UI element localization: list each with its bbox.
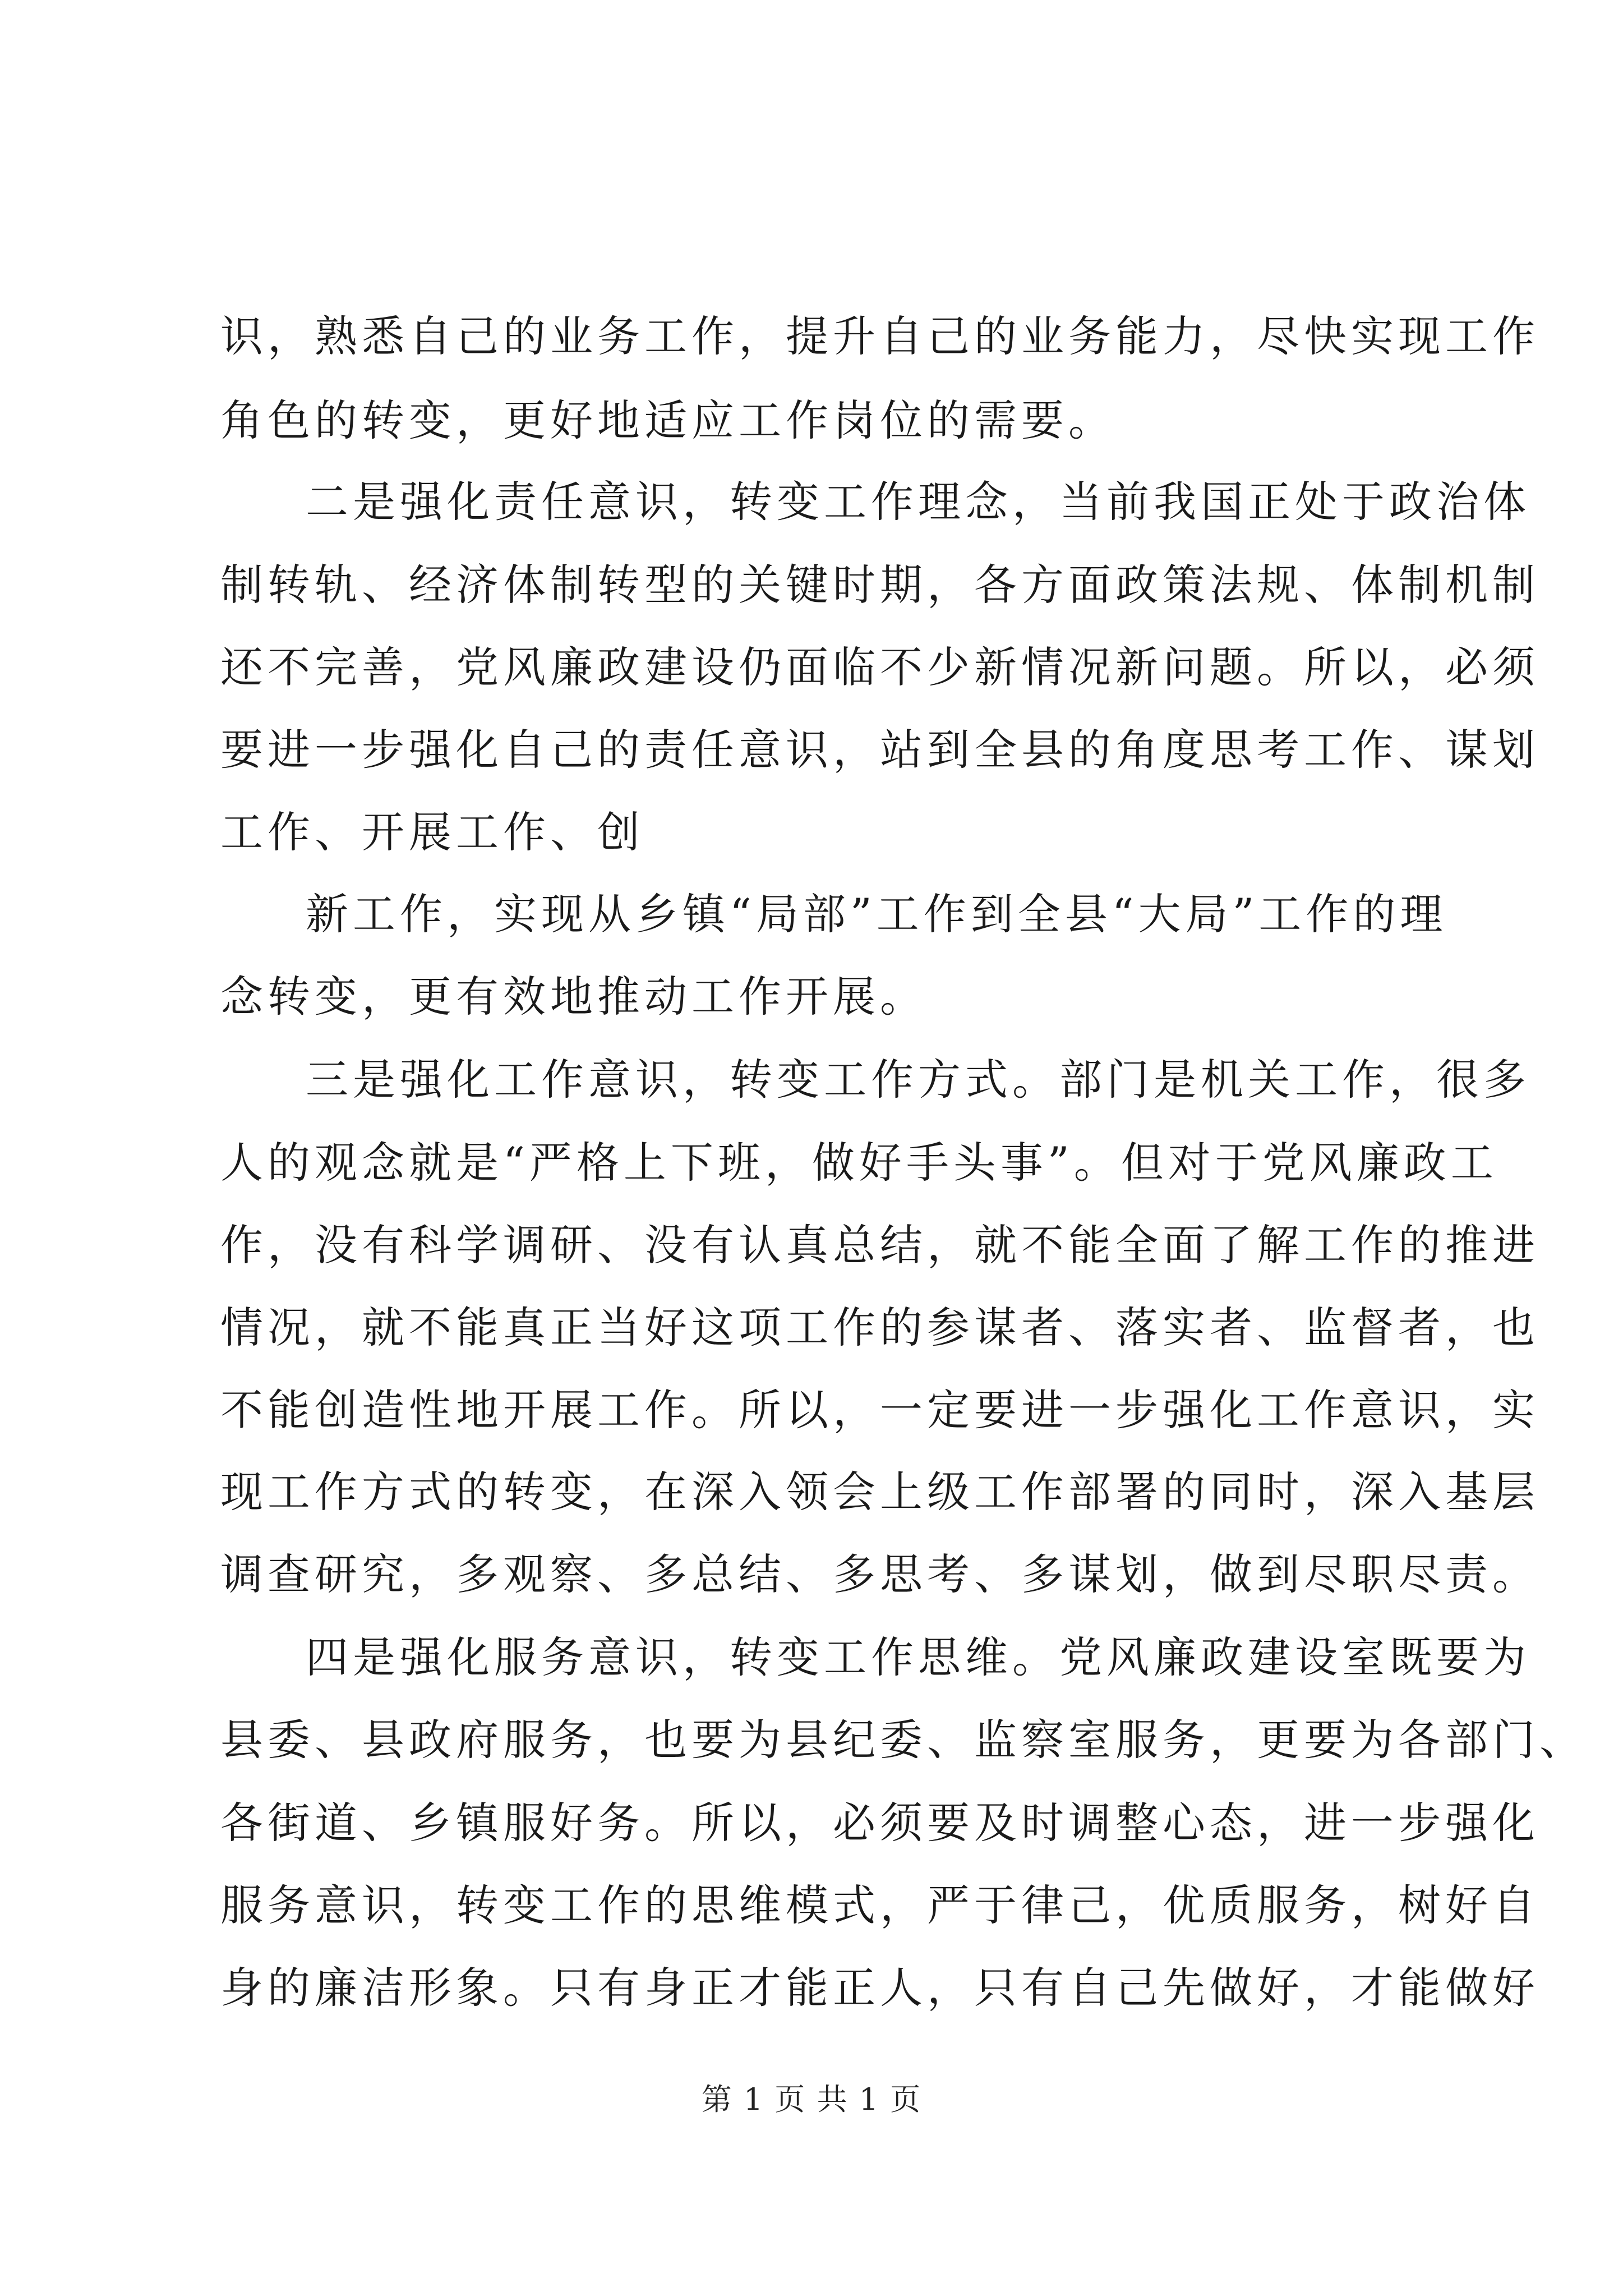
text-line: 工作、开展工作、创	[220, 807, 644, 857]
text-line: 现工作方式的转变，在深入领会上级工作部署的同时，深入基层	[220, 1467, 1539, 1517]
paragraph-first-line: 三是强化工作意识，转变工作方式。部门是机关工作，很多	[306, 1055, 1530, 1105]
text-line: 身的廉洁形象。只有身正才能正人，只有自己先做好，才能做好	[220, 1963, 1539, 2013]
text-line: 识，熟悉自己的业务工作，提升自己的业务能力，尽快实现工作	[220, 311, 1539, 361]
text-line: 不能创造性地开展工作。所以，一定要进一步强化工作意识，实	[220, 1385, 1539, 1435]
text-line: 还不完善，党风廉政建设仍面临不少新情况新问题。所以，必须	[220, 642, 1539, 692]
paragraph-first-line: 新工作，实现从乡镇“局部”工作到全县“大局”工作的理	[306, 889, 1447, 939]
text-line: 念转变，更有效地推动工作开展。	[220, 972, 927, 1022]
text-line: 制转轨、经济体制转型的关键时期，各方面政策法规、体制机制	[220, 560, 1539, 610]
text-line: 各街道、乡镇服好务。所以，必须要及时调整心态，进一步强化	[220, 1798, 1539, 1848]
text-line: 情况，就不能真正当好这项工作的参谋者、落实者、监督者，也	[220, 1303, 1539, 1352]
text-line: 要进一步强化自己的责任意识，站到全县的角度思考工作、谋划	[220, 725, 1539, 775]
text-line: 县委、县政府服务，也要为县纪委、监察室服务，更要为各部门、	[220, 1715, 1587, 1765]
text-line: 服务意识，转变工作的思维模式，严于律己，优质服务，树好自	[220, 1880, 1539, 1930]
text-line: 作，没有科学调研、没有认真总结，就不能全面了解工作的推进	[220, 1220, 1539, 1270]
text-line: 调查研究，多观察、多总结、多思考、多谋划，做到尽职尽责。	[220, 1549, 1539, 1599]
page-number-footer: 第 1 页 共 1 页	[701, 2082, 922, 2117]
text-line: 人的观念就是“严格上下班，做好手头事”。但对于党风廉政工	[220, 1138, 1498, 1188]
text-line: 角色的转变，更好地适应工作岗位的需要。	[220, 395, 1115, 445]
paragraph-first-line: 二是强化责任意识，转变工作理念，当前我国正处于政治体	[306, 477, 1530, 527]
paragraph-first-line: 四是强化服务意识，转变工作思维。党风廉政建设室既要为	[306, 1632, 1530, 1682]
